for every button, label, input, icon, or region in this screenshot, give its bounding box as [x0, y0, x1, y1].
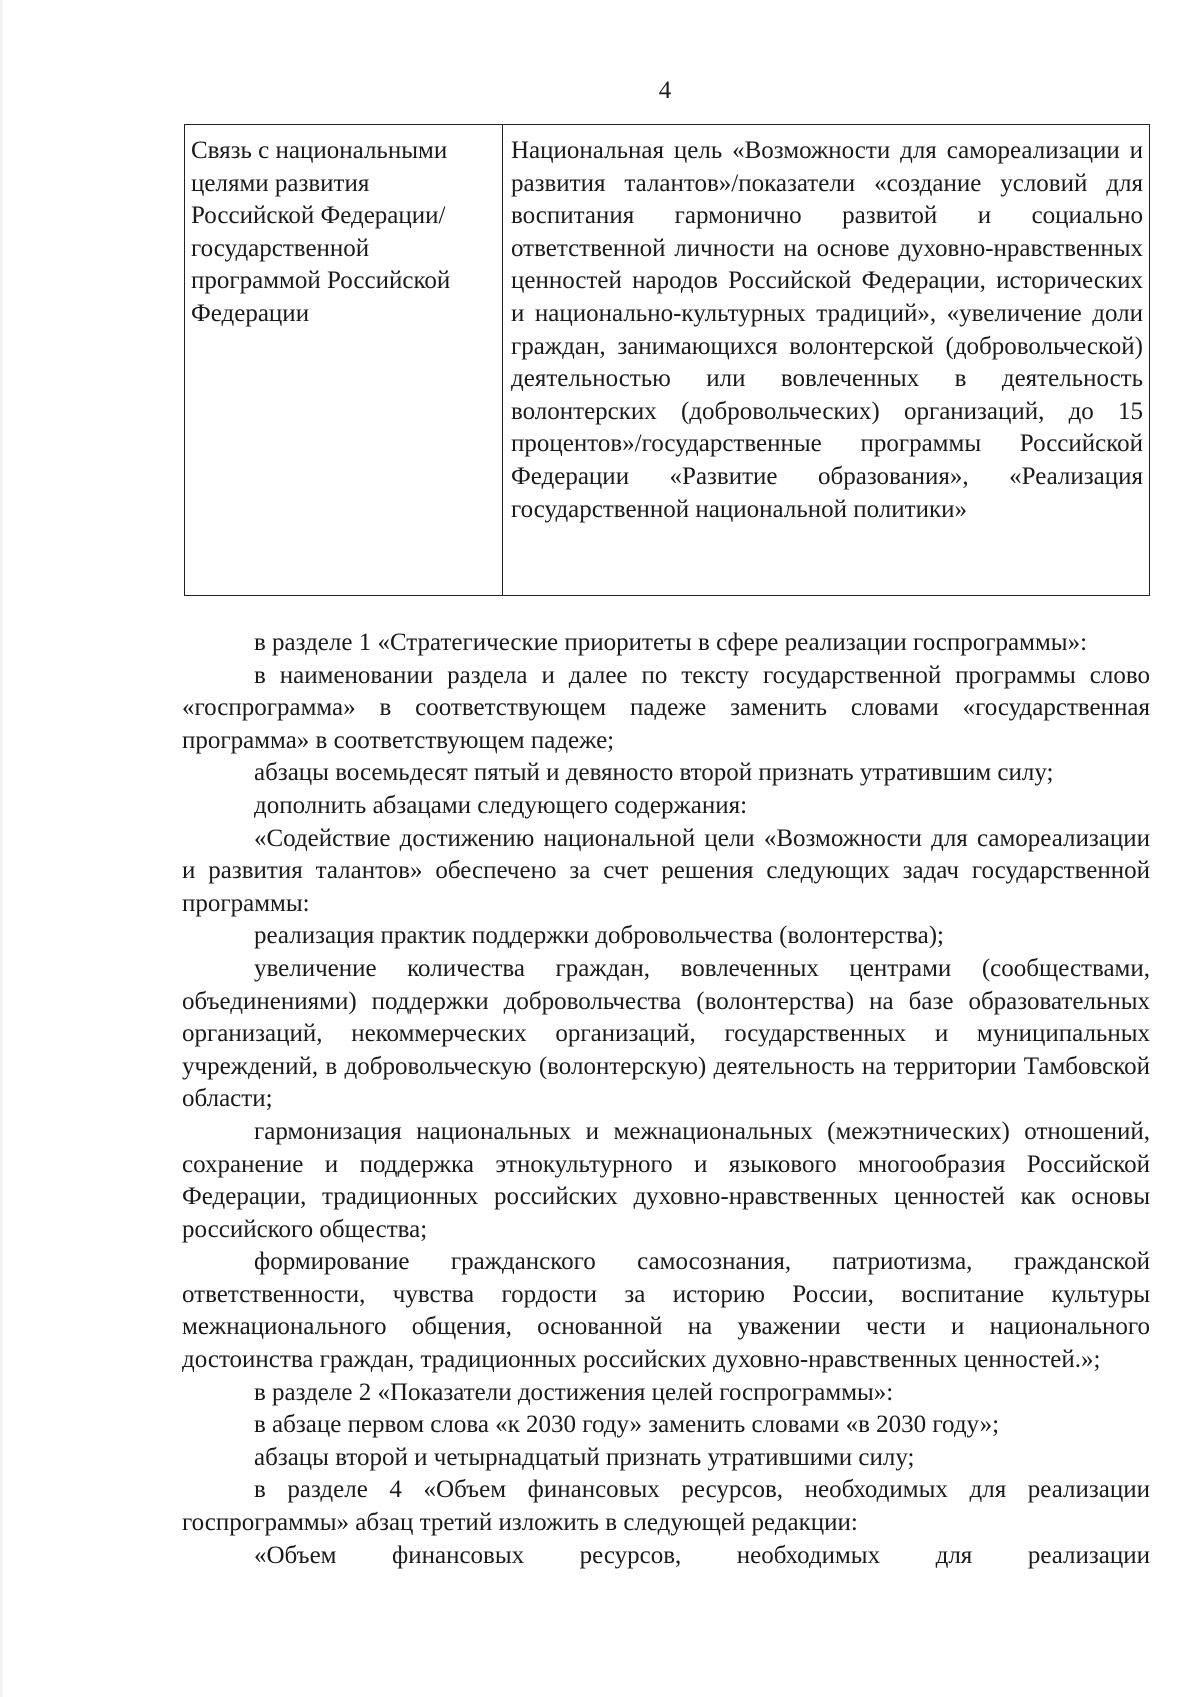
- paragraph: гармонизация национальных и межнациональных (межэтнических) отношений, сохранение и поддержка этнокультурного и языкового многообразия Российской Федерации, традиционных российских духовно-нравственных ценностей как основы российского общества;: [182, 1117, 1150, 1243]
- paragraph: в наименовании раздела и далее по тексту государственной программы слово «госпрограмма» в соответствующем падеже заменить словами «государственная программа» в соответствующем падеже;: [182, 661, 1150, 754]
- paragraph: в разделе 2 «Показатели достижения целей госпрограммы»:: [254, 1378, 894, 1406]
- paragraph: в разделе 1 «Стратегические приоритеты в сфере реализации госпрограммы»:: [254, 629, 1088, 656]
- paragraph: дополнить абзацами следующего содержания:: [254, 791, 748, 819]
- paragraph: абзацы восемьдесят пятый и девяносто второй признать утратившим силу;: [254, 759, 1054, 787]
- paragraph: абзацы второй и четырнадцатый признать утратившими силу;: [254, 1443, 915, 1471]
- program-link-table: [184, 124, 1150, 596]
- paragraph: реализация практик поддержки добровольчества (волонтерства);: [254, 922, 945, 950]
- paragraph: «Объем финансовых ресурсов, необходимых для реализации: [254, 1541, 1150, 1569]
- paragraph: увеличение количества граждан, вовлеченных центрами (сообществами, объединениями) поддержки добровольчества (волонтерства) на базе образовательных организаций, некоммерческих организаций, государственных и муниципальных учреждений, в добровольческую (волонтерскую) деятельность на территории Тамбовской области;: [182, 954, 1150, 1113]
- paragraph: формирование гражданского самосознания, патриотизма, гражданской ответственности, чувства гордости за историю России, воспитание культуры межнационального общения, основанной на уважении чести и национального достоинства граждан, традиционных российских духовно-нравственных ценностей.»;: [182, 1248, 1150, 1374]
- paragraph: в разделе 4 «Объем финансовых ресурсов, необходимых для реализации госпрограммы» абзац третий изложить в следующей редакции:: [182, 1476, 1150, 1537]
- page-number: 4: [658, 77, 672, 104]
- scan-edge: [0, 0, 3, 1697]
- table-cell-content: Национальная цель «Возможности для самореализации и развития талантов»/показатели «создание условий для воспитания гармонично развитой и социально ответственной личности на основе духовно-нравственных ценностей народов Российской Федерации, исторических и национально-культурных традиций», «увеличение доли граждан, занимающихся волонтерской (добровольческой) деятельностью или вовлеченных в деятельность волонтерских (добровольческих) организаций, до 15 процентов»/государственные программы Российской Федерации «Развитие образования», «Реализация государственной национальной политики»: [511, 137, 1143, 523]
- paragraph: «Содействие достижению национальной цели «Возможности для самореализации и развития талантов» обеспечено за счет решения следующих задач государственной программы:: [182, 824, 1150, 917]
- table-row: [185, 125, 1150, 596]
- paragraph: в абзаце первом слова «к 2030 году» заменить словами «в 2030 году»;: [254, 1411, 1000, 1439]
- document-body: [182, 627, 1150, 1572]
- table-cell-label: Связь с национальными целями развития Российской Федерации/ государственной программой Российской Федерации: [185, 125, 503, 596]
